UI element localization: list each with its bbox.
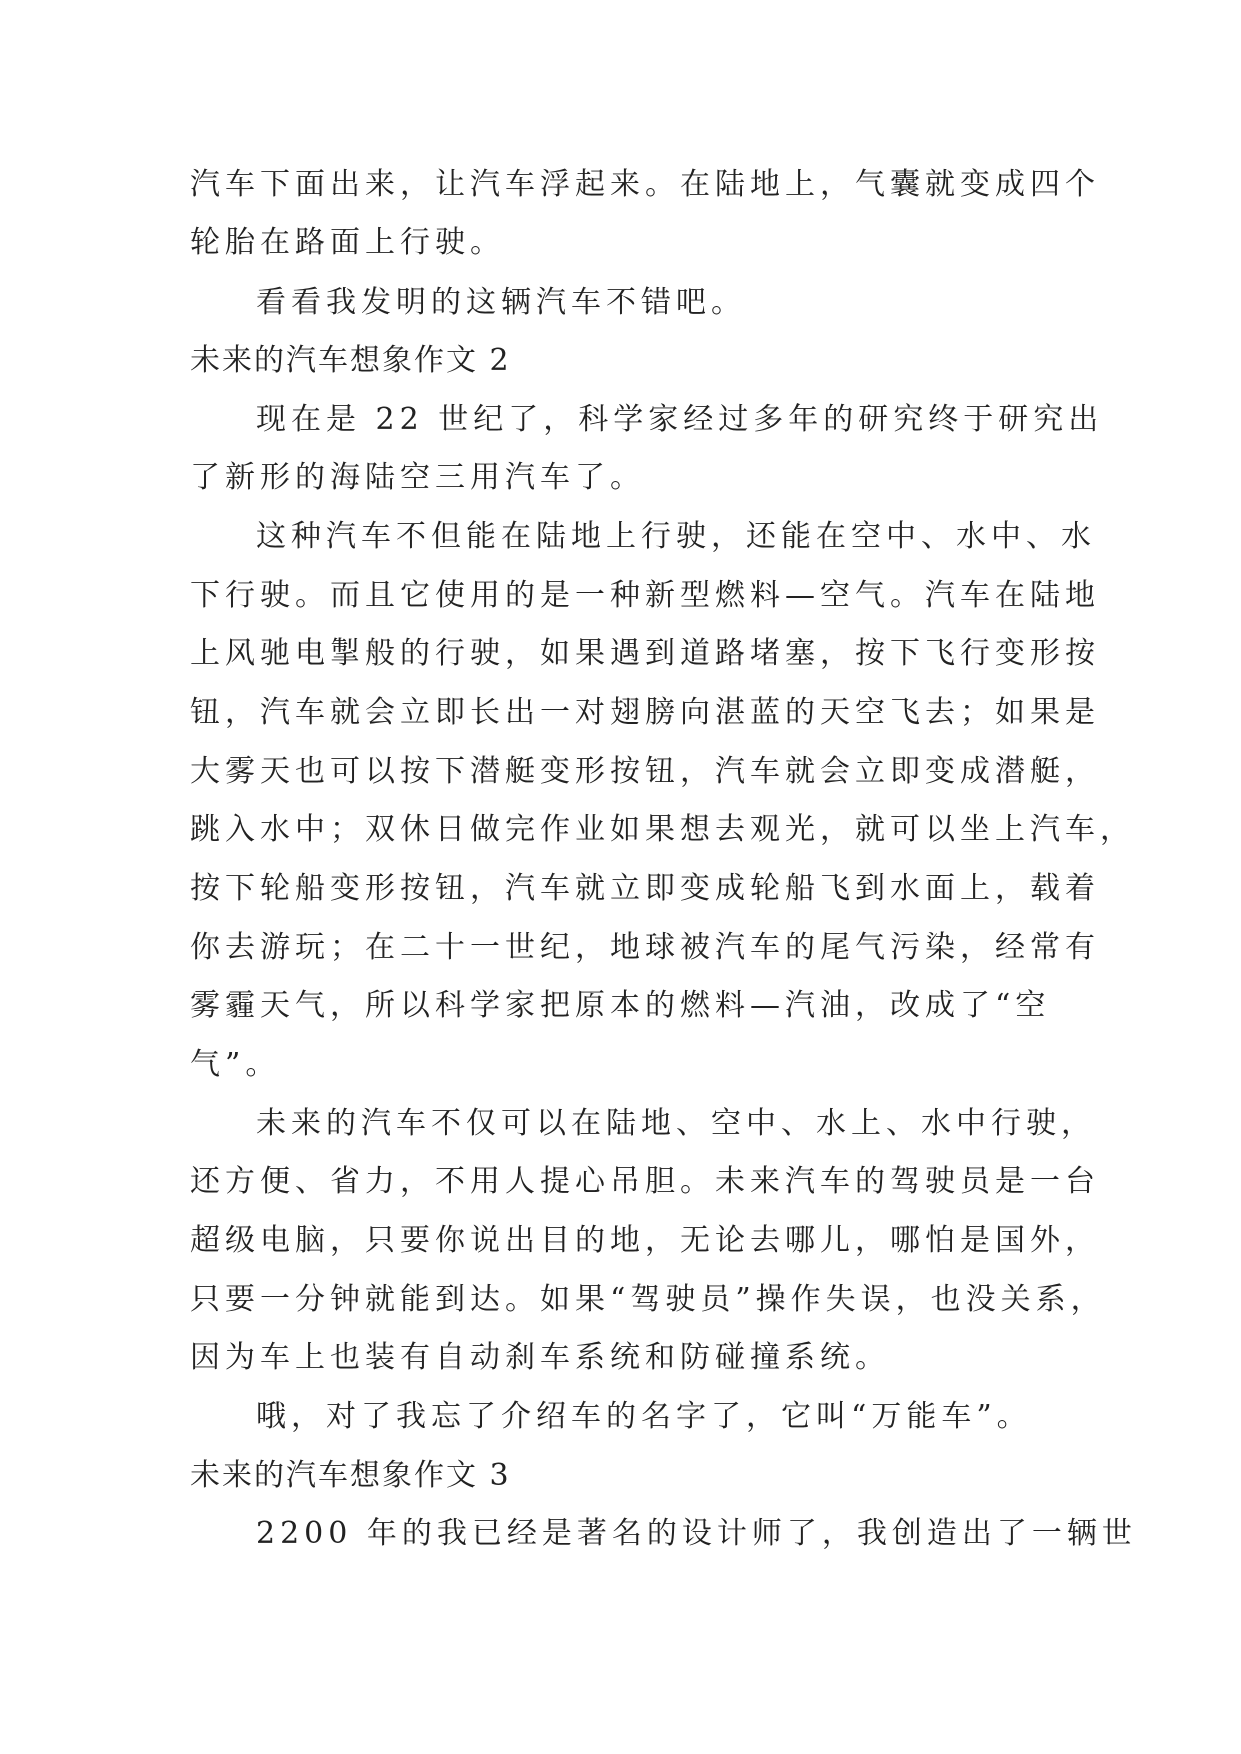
paragraph-line: 大雾天也可以按下潜艇变形按钮，汽车就会立即变成潜艇， (190, 754, 1100, 789)
paragraph-line: 你去游玩；在二十一世纪，地球被汽车的尾气污染，经常有 (190, 930, 1100, 965)
paragraph-line: 气”。 (190, 1047, 281, 1082)
paragraph-line: 上风驰电掣般的行驶，如果遇到道路堵塞，按下飞行变形按 (190, 636, 1100, 671)
paragraph-line: 按下轮船变形按钮，汽车就立即变成轮船飞到水面上，载着 (190, 871, 1100, 906)
paragraph-line: 2200 年的我已经是著名的设计师了，我创造出了一辆世 (256, 1516, 1137, 1551)
paragraph-line: 超级电脑，只要你说出目的地，无论去哪儿，哪怕是国外， (190, 1223, 1100, 1258)
paragraph-line: 轮胎在路面上行驶。 (190, 225, 505, 260)
section-heading: 未来的汽车想象作文 2 (190, 343, 511, 378)
paragraph-line: 看看我发明的这辆汽车不错吧。 (256, 285, 746, 320)
paragraph-line: 了新形的海陆空三用汽车了。 (190, 460, 645, 495)
paragraph-line: 跳入水中；双休日做完作业如果想去观光，就可以坐上汽车， (190, 812, 1135, 847)
section-heading: 未来的汽车想象作文 3 (190, 1458, 511, 1493)
paragraph-line: 现在是 22 世纪了，科学家经过多年的研究终于研究出 (256, 402, 1104, 437)
paragraph-line: 这种汽车不但能在陆地上行驶，还能在空中、水中、水 (256, 519, 1096, 554)
paragraph-line: 汽车下面出来，让汽车浮起来。在陆地上，气囊就变成四个 (190, 167, 1100, 202)
paragraph-line: 雾霾天气，所以科学家把原本的燃料—汽油，改成了“空 (190, 988, 1051, 1023)
paragraph-line: 因为车上也装有自动刹车系统和防碰撞系统。 (190, 1340, 890, 1375)
paragraph-line: 下行驶。而且它使用的是一种新型燃料—空气。汽车在陆地 (190, 578, 1100, 613)
paragraph-line: 只要一分钟就能到达。如果“驾驶员”操作失误，也没关系， (190, 1282, 1106, 1317)
paragraph-line: 未来的汽车不仅可以在陆地、空中、水上、水中行驶， (256, 1106, 1096, 1141)
paragraph-line: 钮，汽车就会立即长出一对翅膀向湛蓝的天空飞去；如果是 (190, 695, 1100, 730)
paragraph-line: 还方便、省力，不用人提心吊胆。未来汽车的驾驶员是一台 (190, 1164, 1100, 1199)
paragraph-line: 哦，对了我忘了介绍车的名字了，它叫“万能车”。 (256, 1399, 1032, 1434)
